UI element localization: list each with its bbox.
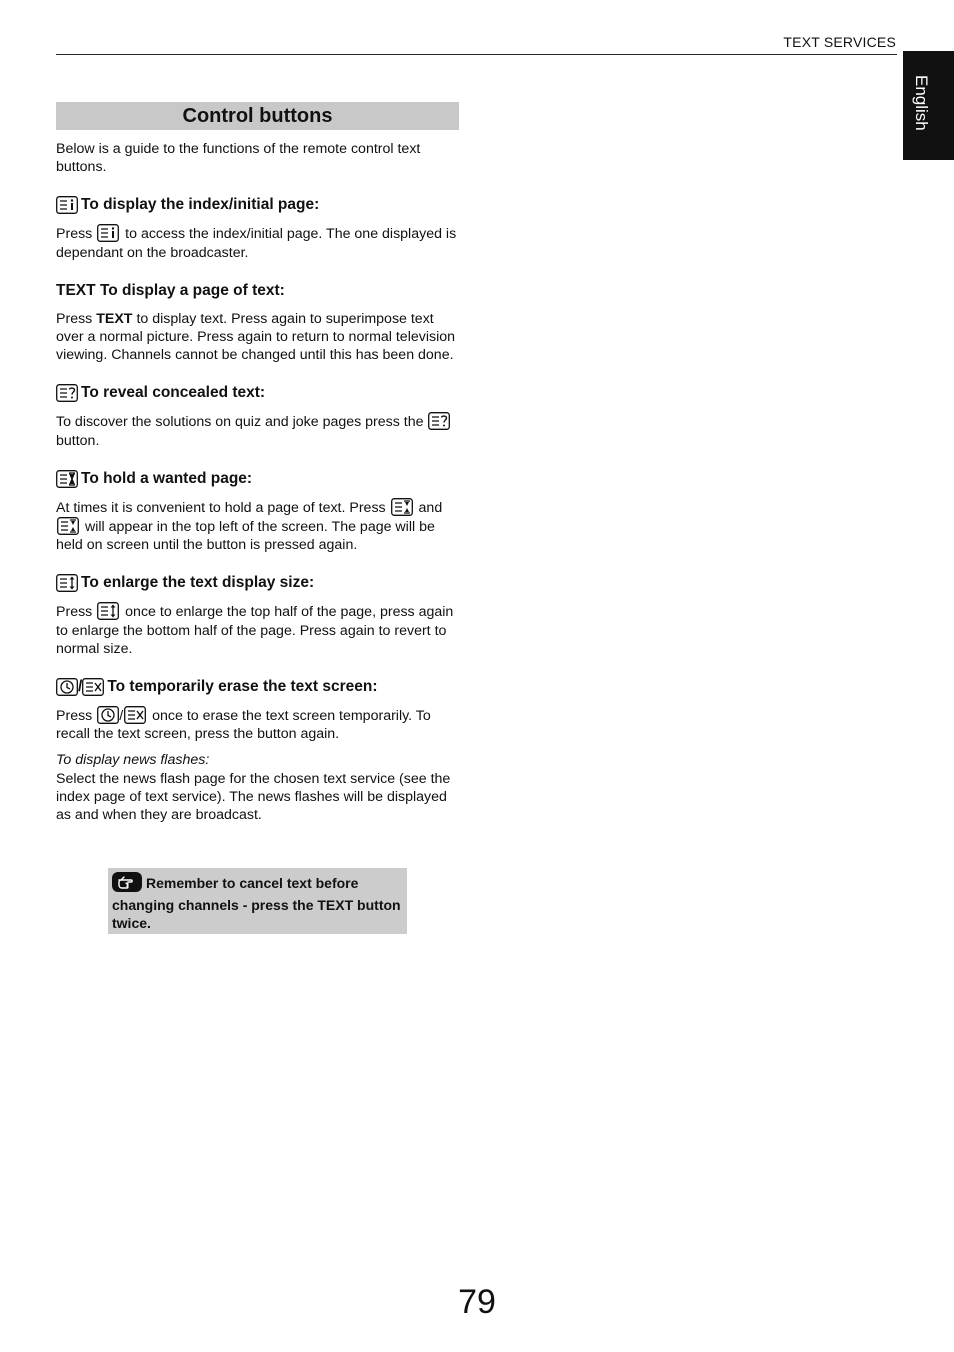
enlarge-body-after: once to enlarge the top half of the page, press again to enlarge the bottom half of the page. Press again to revert to normal size. bbox=[56, 604, 454, 657]
text-reveal-button-icon bbox=[428, 412, 450, 430]
hold-body-before: At times it is convenient to hold a page of text. Press bbox=[56, 499, 386, 516]
header-section-label: TEXT SERVICES bbox=[783, 34, 896, 50]
text-hold-button-icon bbox=[56, 470, 78, 488]
reveal-body-before: To discover the solutions on quiz and joke pages press the bbox=[56, 414, 424, 431]
note-box bbox=[108, 868, 407, 934]
text-page-body-before: Press bbox=[56, 310, 93, 327]
language-tab bbox=[903, 51, 954, 160]
hold-body-mid: and bbox=[418, 499, 443, 516]
hold-heading bbox=[56, 469, 459, 489]
erase-heading bbox=[56, 677, 459, 697]
reveal-body-after: button. bbox=[56, 432, 100, 449]
section-title: Control buttons bbox=[56, 102, 459, 130]
erase-body bbox=[56, 706, 459, 743]
reveal-body bbox=[56, 412, 459, 449]
pointing-hand-icon bbox=[112, 872, 142, 896]
note-text: Remember to cancel text before changing channels - press the TEXT button twice. bbox=[112, 875, 401, 931]
text-hold-button-icon bbox=[391, 498, 413, 516]
hold-body-after: will appear in the top left of the screen. The page will be held on screen until the button is pressed again. bbox=[56, 519, 435, 554]
hold-body bbox=[56, 498, 459, 555]
intro-text: Below is a guide to the functions of the remote control text buttons. bbox=[56, 141, 421, 176]
reveal-heading bbox=[56, 383, 459, 403]
language-tab-label: English bbox=[912, 75, 931, 131]
text-key-label: TEXT bbox=[56, 281, 96, 299]
erase-separator: / bbox=[78, 678, 83, 696]
text-index-button-icon bbox=[56, 196, 78, 214]
text-enlarge-button-icon bbox=[56, 574, 78, 592]
text-page-body-key: TEXT bbox=[96, 310, 133, 327]
index-heading bbox=[56, 195, 459, 215]
reveal-heading-text: To reveal concealed text: bbox=[81, 384, 266, 402]
text-page-heading-text: To display a page of text: bbox=[99, 281, 285, 299]
hold-heading-text: To hold a wanted page: bbox=[81, 469, 253, 487]
erase-body-after: once to erase the text screen temporarily. To recall the text screen, press the button again. bbox=[56, 708, 431, 743]
index-body-after: to access the index/initial page. The one displayed is dependant on the broadcaster. bbox=[56, 226, 457, 261]
erase-body-separator: / bbox=[119, 708, 124, 725]
main-column bbox=[56, 102, 459, 824]
text-page-body-after: to display text. Press again to superimpose text over a normal picture. Press again to return to normal television viewing. Channels cannot be changed until this has been done. bbox=[56, 310, 456, 364]
erase-heading-text: To temporarily erase the text screen: bbox=[107, 678, 378, 696]
enlarge-body bbox=[56, 602, 459, 658]
index-body bbox=[56, 224, 459, 261]
news-flashes-label: To display news flashes: bbox=[56, 752, 210, 769]
header-divider bbox=[56, 54, 897, 55]
erase-body-before: Press bbox=[56, 708, 93, 725]
text-enlarge-button-icon bbox=[97, 602, 119, 620]
text-hold-indicator-icon bbox=[57, 517, 79, 535]
text-reveal-button-icon bbox=[56, 384, 78, 402]
text-cancel-button-icon bbox=[82, 678, 104, 696]
timer-clock-button-icon bbox=[97, 706, 119, 724]
news-flashes-body: Select the news flash page for the chosen text service (see the index page of text service). The news flashes will be displayed as and when they are broadcast. bbox=[56, 770, 451, 824]
enlarge-heading-text: To enlarge the text display size: bbox=[81, 574, 315, 592]
page-number: 79 bbox=[458, 1283, 496, 1321]
text-page-heading bbox=[56, 281, 459, 301]
index-heading-text: To display the index/initial page: bbox=[81, 196, 320, 214]
text-page-body bbox=[56, 310, 459, 365]
enlarge-body-before: Press bbox=[56, 604, 93, 621]
index-body-before: Press bbox=[56, 226, 93, 243]
timer-clock-button-icon bbox=[56, 678, 78, 696]
enlarge-heading bbox=[56, 573, 459, 593]
text-index-button-icon bbox=[97, 224, 119, 242]
text-cancel-button-icon bbox=[124, 706, 146, 724]
